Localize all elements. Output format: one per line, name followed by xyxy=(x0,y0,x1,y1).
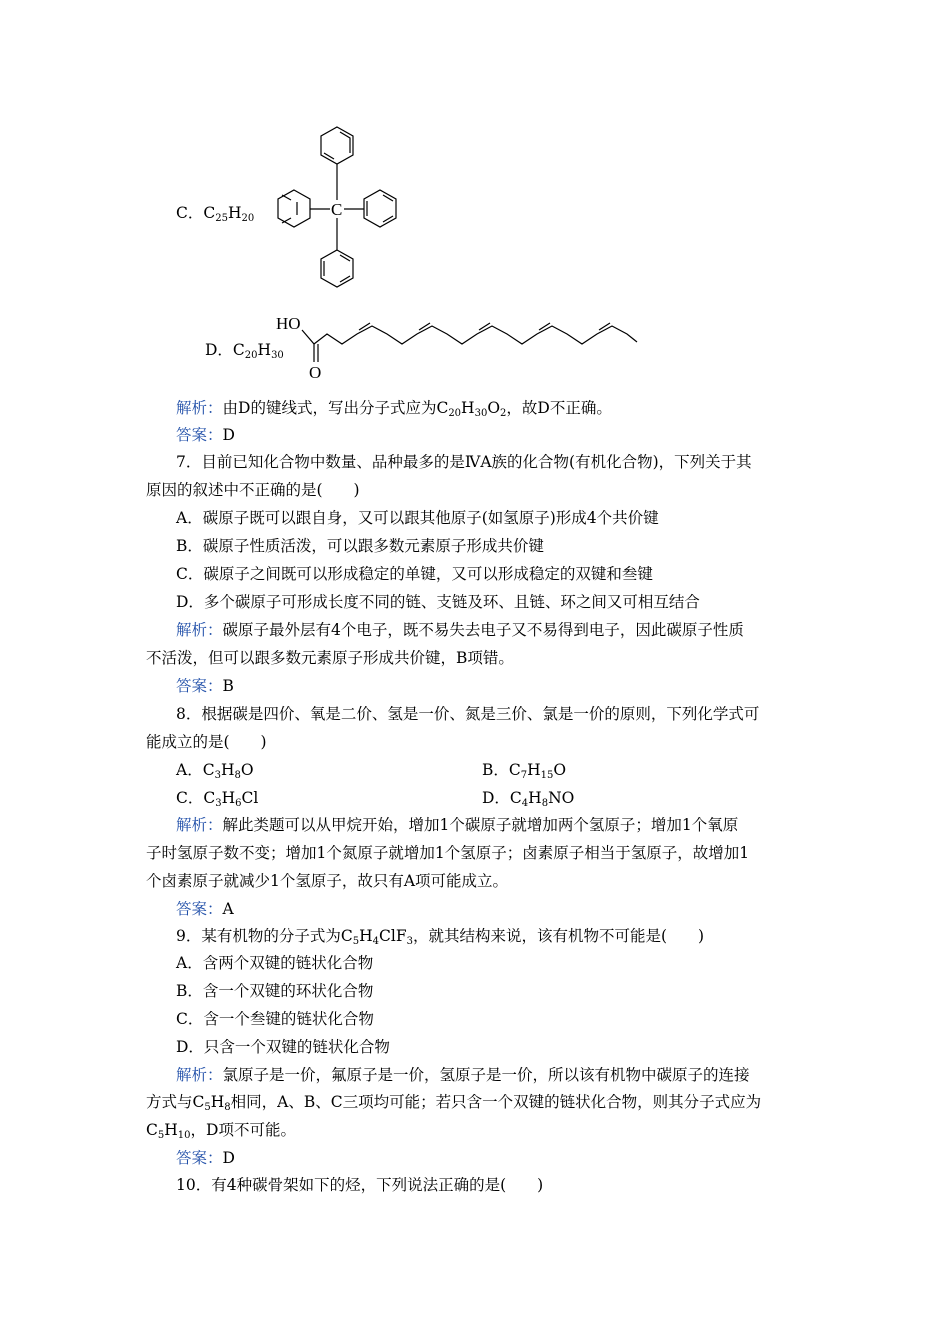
q8-option-a: A．$C_3H_8O$ xyxy=(176,761,254,781)
fatty-acid-structure xyxy=(272,312,642,382)
q9-analysis-line2: 方式与$C_5H_8$相同，A、B、C三项均可能；若只含一个双键的链状化合物，则其分子式应为 xyxy=(146,1093,762,1113)
q10-stem: 10．有4种碳骨架如下的烃，下列说法正确的是( ) xyxy=(176,1176,544,1194)
svg-text:HO: HO xyxy=(276,314,301,333)
svg-text:C: C xyxy=(331,200,343,219)
q9-option-d: D．只含一个双键的链状化合物 xyxy=(176,1038,390,1056)
q7-analysis-line2: 不活泼，但可以跟多数元素原子形成共价键，B项错。 xyxy=(146,649,514,667)
q8-analysis-line1: 解析：解此类题可以从甲烷开始，增加1个碳原子就增加两个氢原子；增加1个氧原 xyxy=(176,816,739,834)
q7-option-d: D．多个碳原子可形成长度不同的链、支链及环、且链、环之间又可相互结合 xyxy=(176,593,700,611)
q9-option-b: B．含一个双键的环状化合物 xyxy=(176,982,374,1000)
q9-stem: 9．某有机物的分子式为$C_5H_4ClF_3$，就其结构来说，该有机物不可能是( ) xyxy=(176,927,705,947)
q8-option-c: C．$C_3H_6Cl$ xyxy=(176,789,259,809)
q9-option-c: C．含一个叁键的链状化合物 xyxy=(176,1010,374,1028)
q8-option-d: D．$C_4H_8NO$ xyxy=(482,789,575,809)
q7-option-b: B．碳原子性质活泼，可以跟多数元素原子形成共价键 xyxy=(176,537,544,555)
q7-option-a: A．碳原子既可以跟自身，又可以跟其他原子(如氢原子)形成4个共价键 xyxy=(176,509,659,527)
q8-answer: 答案：A xyxy=(176,900,234,918)
tetraphenylmethane-structure xyxy=(268,122,408,297)
q7-option-c: C．碳原子之间既可以形成稳定的单键，又可以形成稳定的双键和叁键 xyxy=(176,565,653,583)
q9-analysis-line1: 解析：氯原子是一价，氟原子是一价，氢原子是一价，所以该有机物中碳原子的连接 xyxy=(176,1066,750,1084)
option-c-formula: C．$C_{25}H_{20}$ xyxy=(176,204,255,224)
q6-answer: 答案：D xyxy=(176,426,235,444)
q8-option-b: B．$C_7H_{15}O$ xyxy=(482,761,567,781)
q8-stem-line1: 8．根据碳是四价、氧是二价、氢是一价、氮是三价、氯是一价的原则，下列化学式可 xyxy=(176,705,760,723)
q7-stem-line1: 7．目前已知化合物中数量、品种最多的是ⅣA族的化合物(有机化合物)，下列关于其 xyxy=(176,453,752,471)
q8-stem-line2: 能成立的是( ) xyxy=(146,733,267,751)
q7-stem-line2: 原因的叙述中不正确的是( ) xyxy=(146,481,360,499)
q7-analysis-line1: 解析：碳原子最外层有4个电子，既不易失去电子又不易得到电子，因此碳原子性质 xyxy=(176,621,744,639)
q7-answer: 答案：B xyxy=(176,677,234,695)
q8-analysis-line3: 个卤素原子就减少1个氢原子，故只有A项可能成立。 xyxy=(146,872,509,890)
option-d-formula: D．$C_{20}H_{30}$ xyxy=(205,341,284,361)
q6-analysis: 解析：由D的键线式，写出分子式应为$C_{20}H_{30}O_2$，故D不正确。 xyxy=(176,399,612,419)
svg-text:O: O xyxy=(309,363,322,382)
q8-analysis-line2: 子时氢原子数不变；增加1个氮原子就增加1个氢原子；卤素原子相当于氢原子，故增加1 xyxy=(146,844,750,862)
q9-option-a: A．含两个双键的链状化合物 xyxy=(176,954,374,972)
q9-analysis-line3: $C_5H_{10}$，D项不可能。 xyxy=(146,1121,296,1141)
q9-answer: 答案：D xyxy=(176,1149,235,1167)
